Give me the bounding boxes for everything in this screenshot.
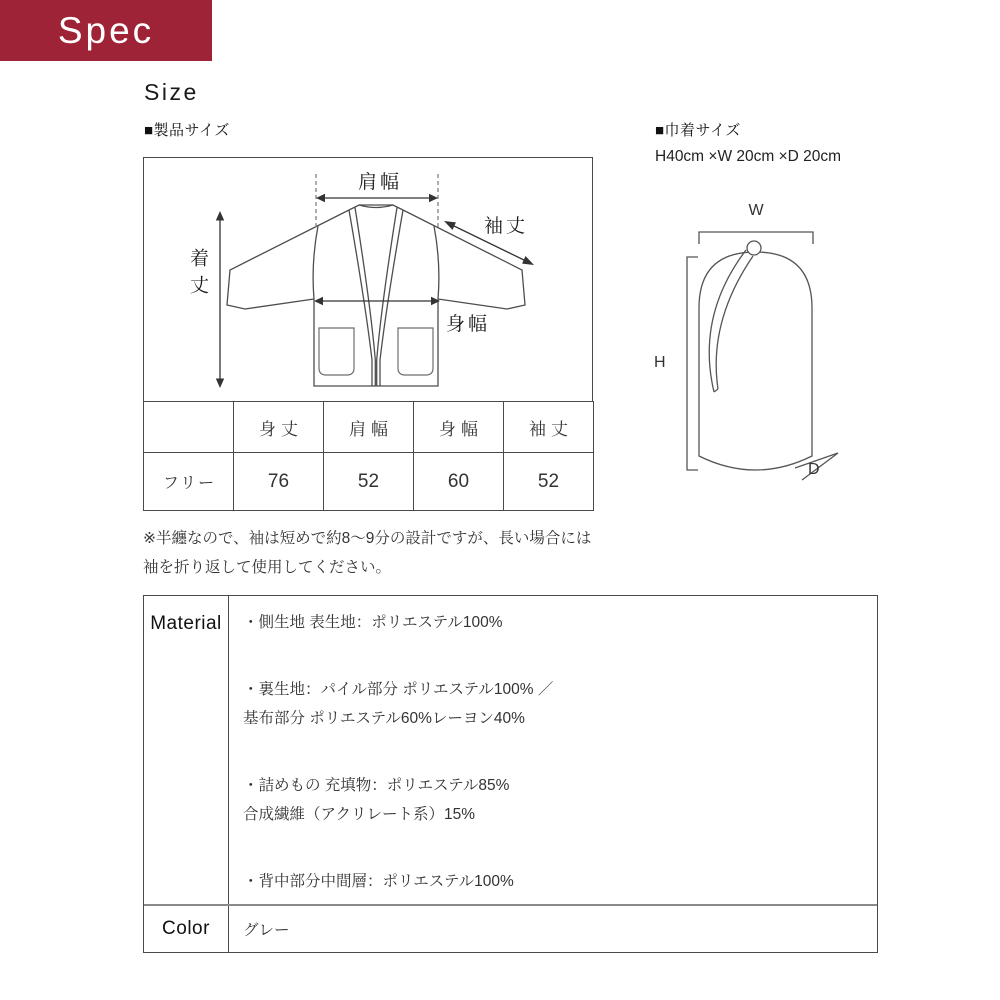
jacket-line-art (144, 158, 594, 402)
garment-length-label: 着丈 (187, 248, 208, 302)
size-table (143, 401, 594, 511)
sleeve-length-label: 袖丈 (484, 216, 529, 237)
material-color-table (143, 595, 878, 953)
size-note (143, 524, 591, 582)
material-row (144, 596, 877, 904)
material-line: 合成繊維（アクリレート系）15% (243, 806, 476, 823)
kinchaku-size-label: ■巾着サイズ (655, 122, 741, 139)
product-size-label: ■製品サイズ (144, 122, 230, 139)
material-item (243, 771, 867, 829)
size-row-label: フリー (144, 453, 234, 511)
material-content (229, 596, 877, 904)
size-table-header-katahaba: 肩幅 (324, 402, 414, 453)
material-line: ・側生地 表生地：ポリエステル100% (243, 614, 503, 631)
size-table-data-row (144, 453, 594, 511)
kinchaku-bag-diagram (640, 196, 880, 496)
color-row (144, 904, 877, 952)
material-line: ・裏生地：パイル部分 ポリエステル100% ／ (243, 681, 554, 698)
bag-depth-label: D (808, 461, 820, 478)
material-line: ・背中部分中間層：ポリエステル100% (243, 873, 514, 890)
shoulder-width-label: 肩幅 (357, 172, 402, 193)
body-width-label: 身幅 (446, 314, 491, 335)
size-value-mitake: 76 (234, 453, 324, 511)
size-value-mihaba: 60 (414, 453, 504, 511)
material-item (243, 867, 867, 896)
material-line: 基布部分 ポリエステル60%レーヨン40% (243, 710, 525, 727)
jacket-measurement-diagram (143, 157, 593, 402)
size-table-header-mihaba: 身幅 (414, 402, 504, 453)
size-note-line2: 袖を折り返して使用してください。 (143, 559, 392, 576)
bag-line-art (640, 196, 880, 496)
size-table-header-row (144, 402, 594, 453)
material-item (243, 675, 867, 733)
material-item (243, 608, 867, 637)
material-line: ・詰めもの 充填物：ポリエステル85% (243, 777, 510, 794)
size-note-line1: ※半纏なので、袖は短めで約8〜9分の設計ですが、長い場合には (143, 530, 592, 547)
kinchaku-dimensions: H40cm ×W 20cm ×D 20cm (655, 148, 842, 165)
size-value-sodetake: 52 (504, 453, 594, 511)
size-table-header-sodetake: 袖丈 (504, 402, 594, 453)
color-value: グレー (243, 922, 290, 939)
color-label: Color (144, 906, 229, 952)
bag-width-label: W (748, 202, 764, 219)
size-value-katahaba: 52 (324, 453, 414, 511)
material-label: Material (144, 596, 229, 904)
spec-banner (0, 0, 212, 61)
bag-height-label: H (654, 354, 666, 371)
spec-banner-title: Spec (57, 9, 155, 51)
size-heading: Size (144, 79, 199, 105)
size-table-header-mitake: 身丈 (234, 402, 324, 453)
size-table-header-empty (144, 402, 234, 453)
